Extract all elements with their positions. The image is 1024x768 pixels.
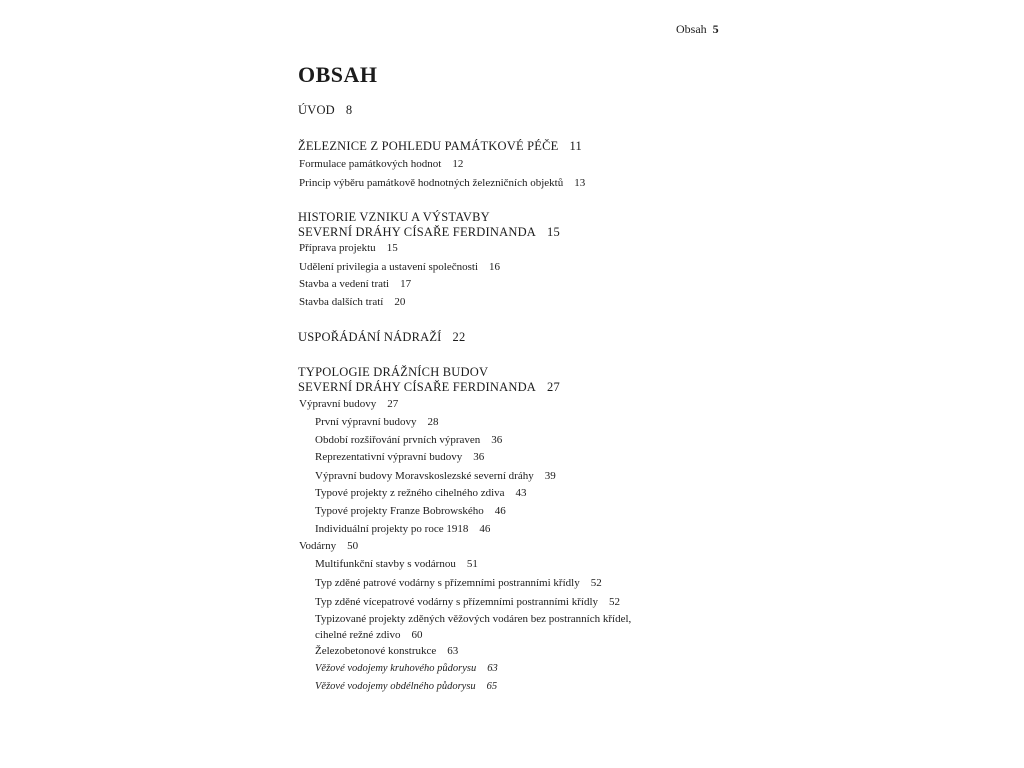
toc-page-number: 46 xyxy=(479,523,491,535)
running-head-label: Obsah xyxy=(676,22,707,36)
toc-subentry-title: Udělení privilegia a ustavení společnosti xyxy=(299,261,479,273)
toc-subsubentry-title: První výpravní budovy xyxy=(315,416,417,428)
toc-page-number: 60 xyxy=(411,629,423,641)
toc-subsubentry xyxy=(315,449,484,465)
toc-page-number: 15 xyxy=(386,242,398,254)
toc-italic-entry xyxy=(315,661,498,677)
toc-page-number: 63 xyxy=(447,645,459,657)
toc-subentry-title: Princip výběru památkově hodnotných železničních objektů xyxy=(299,177,564,189)
toc-subentry xyxy=(299,259,500,275)
toc-subsubentry xyxy=(315,485,527,501)
toc-subentry-vodarny xyxy=(299,538,358,554)
toc-page-number: 51 xyxy=(466,558,478,570)
toc-page-number: 17 xyxy=(400,278,412,290)
toc-subentry xyxy=(299,175,585,191)
toc-entry-typologie xyxy=(298,365,560,395)
toc-italic-entry-title: Věžové vodojemy kruhového půdorysu xyxy=(315,663,477,674)
toc-page-number: 8 xyxy=(345,103,353,117)
toc-entry-title-line1: HISTORIE VZNIKU A VÝSTAVBY xyxy=(298,210,490,224)
toc-subsubentry-zelezobeton xyxy=(315,643,458,659)
toc-subsubentry-title: Reprezentativní výpravní budovy xyxy=(315,451,463,463)
toc-page-number: 65 xyxy=(486,681,498,692)
toc-subsubentry-title-line1: Typizované projekty zděných věžových vodáren bez postranních křídel, xyxy=(315,613,632,625)
toc-page-number: 39 xyxy=(544,470,556,482)
toc-page-number: 13 xyxy=(574,177,586,189)
toc-subsubentry-title: Období rozšiřování prvních výpraven xyxy=(315,434,481,446)
toc-subsubentry-title: Železobetonové konstrukce xyxy=(315,645,437,657)
toc-subsubentry-title: Typ zděné patrové vodárny s přízemními postranními křídly xyxy=(315,577,580,589)
toc-entry-title-line1: TYPOLOGIE DRÁŽNÍCH BUDOV xyxy=(298,365,489,379)
toc-entry-title-line2: SEVERNÍ DRÁHY CÍSAŘE FERDINANDA xyxy=(298,225,537,239)
toc-page-number: 36 xyxy=(473,451,485,463)
toc-subsubentry-title: Multifunkční stavby s vodárnou xyxy=(315,558,456,570)
toc-page-number: 22 xyxy=(452,330,466,344)
toc-subentry xyxy=(299,294,405,310)
toc-entry-title: ŽELEZNICE Z POHLEDU PAMÁTKOVÉ PÉČE xyxy=(298,139,559,153)
toc-subsubentry-title: Individuální projekty po roce 1918 xyxy=(315,523,469,535)
toc-page-number: 52 xyxy=(609,596,621,608)
page-title: OBSAH xyxy=(298,62,378,87)
toc-subsubentry-title: Výpravní budovy Moravskoslezské severní dráhy xyxy=(315,470,534,482)
toc-page-number: 43 xyxy=(515,487,527,499)
toc-subentry-vypravni xyxy=(299,396,398,412)
toc-subsubentry xyxy=(315,521,490,537)
page-number: 5 xyxy=(712,22,719,36)
toc-subentry-title: Příprava projektu xyxy=(299,242,376,254)
toc-italic-entry xyxy=(315,679,497,695)
toc-subentry-title: Stavba a vedení trati xyxy=(299,278,390,290)
toc-entry-zeleznice xyxy=(298,139,582,154)
toc-entry-historie xyxy=(298,210,560,240)
toc-entry-uvod xyxy=(298,103,352,118)
toc-entry-title-line2: SEVERNÍ DRÁHY CÍSAŘE FERDINANDA xyxy=(298,380,537,394)
toc-subsubentry xyxy=(315,575,602,591)
toc-page-number: 36 xyxy=(491,434,503,446)
toc-page-number: 27 xyxy=(387,398,399,410)
toc-subentry-title: Vodárny xyxy=(299,540,337,552)
toc-entry-usporadani xyxy=(298,330,465,345)
toc-subsubentry xyxy=(315,594,620,610)
toc-subentry xyxy=(299,276,411,292)
toc-subsubentry xyxy=(315,468,556,484)
toc-subentry-title: Stavba dalších tratí xyxy=(299,296,384,308)
toc-page-number: 15 xyxy=(547,225,560,239)
toc-subentry-title: Výpravní budovy xyxy=(299,398,377,410)
toc-subsubentry-title-line2: cihelné režné zdivo xyxy=(315,629,401,641)
toc-subsubentry-title: Typ zděné vícepatrové vodárny s přízemními postranními křídly xyxy=(315,596,599,608)
toc-page-number: 46 xyxy=(494,505,506,517)
toc-page-number: 16 xyxy=(489,261,501,273)
toc-subsubentry xyxy=(315,503,506,519)
toc-subsubentry xyxy=(315,432,502,448)
toc-subentry xyxy=(299,156,463,172)
toc-subentry xyxy=(299,240,398,256)
toc-entry-title: USPOŘÁDÁNÍ NÁDRAŽÍ xyxy=(298,330,442,344)
toc-subentry-title: Formulace památkových hodnot xyxy=(299,158,442,170)
toc-page-number: 27 xyxy=(547,380,560,394)
toc-subsubentry-typizovane xyxy=(315,611,631,643)
toc-subsubentry xyxy=(315,556,478,572)
toc-entry-title: ÚVOD xyxy=(298,103,335,117)
toc-page-number: 63 xyxy=(487,663,498,674)
toc-subsubentry xyxy=(315,414,438,430)
toc-page-number: 12 xyxy=(452,158,464,170)
toc-page-number: 20 xyxy=(394,296,406,308)
toc-subsubentry-title: Typové projekty z režného cihelného zdiva xyxy=(315,487,505,499)
running-head xyxy=(676,22,719,37)
toc-page-number: 28 xyxy=(427,416,439,428)
toc-page-number: 52 xyxy=(590,577,602,589)
toc-subsubentry-title: Typové projekty Franze Bobrowského xyxy=(315,505,484,517)
toc-italic-entry-title: Věžové vodojemy obdélného půdorysu xyxy=(315,681,476,692)
toc-page-number: 11 xyxy=(569,139,582,153)
toc-page-number: 50 xyxy=(347,540,359,552)
